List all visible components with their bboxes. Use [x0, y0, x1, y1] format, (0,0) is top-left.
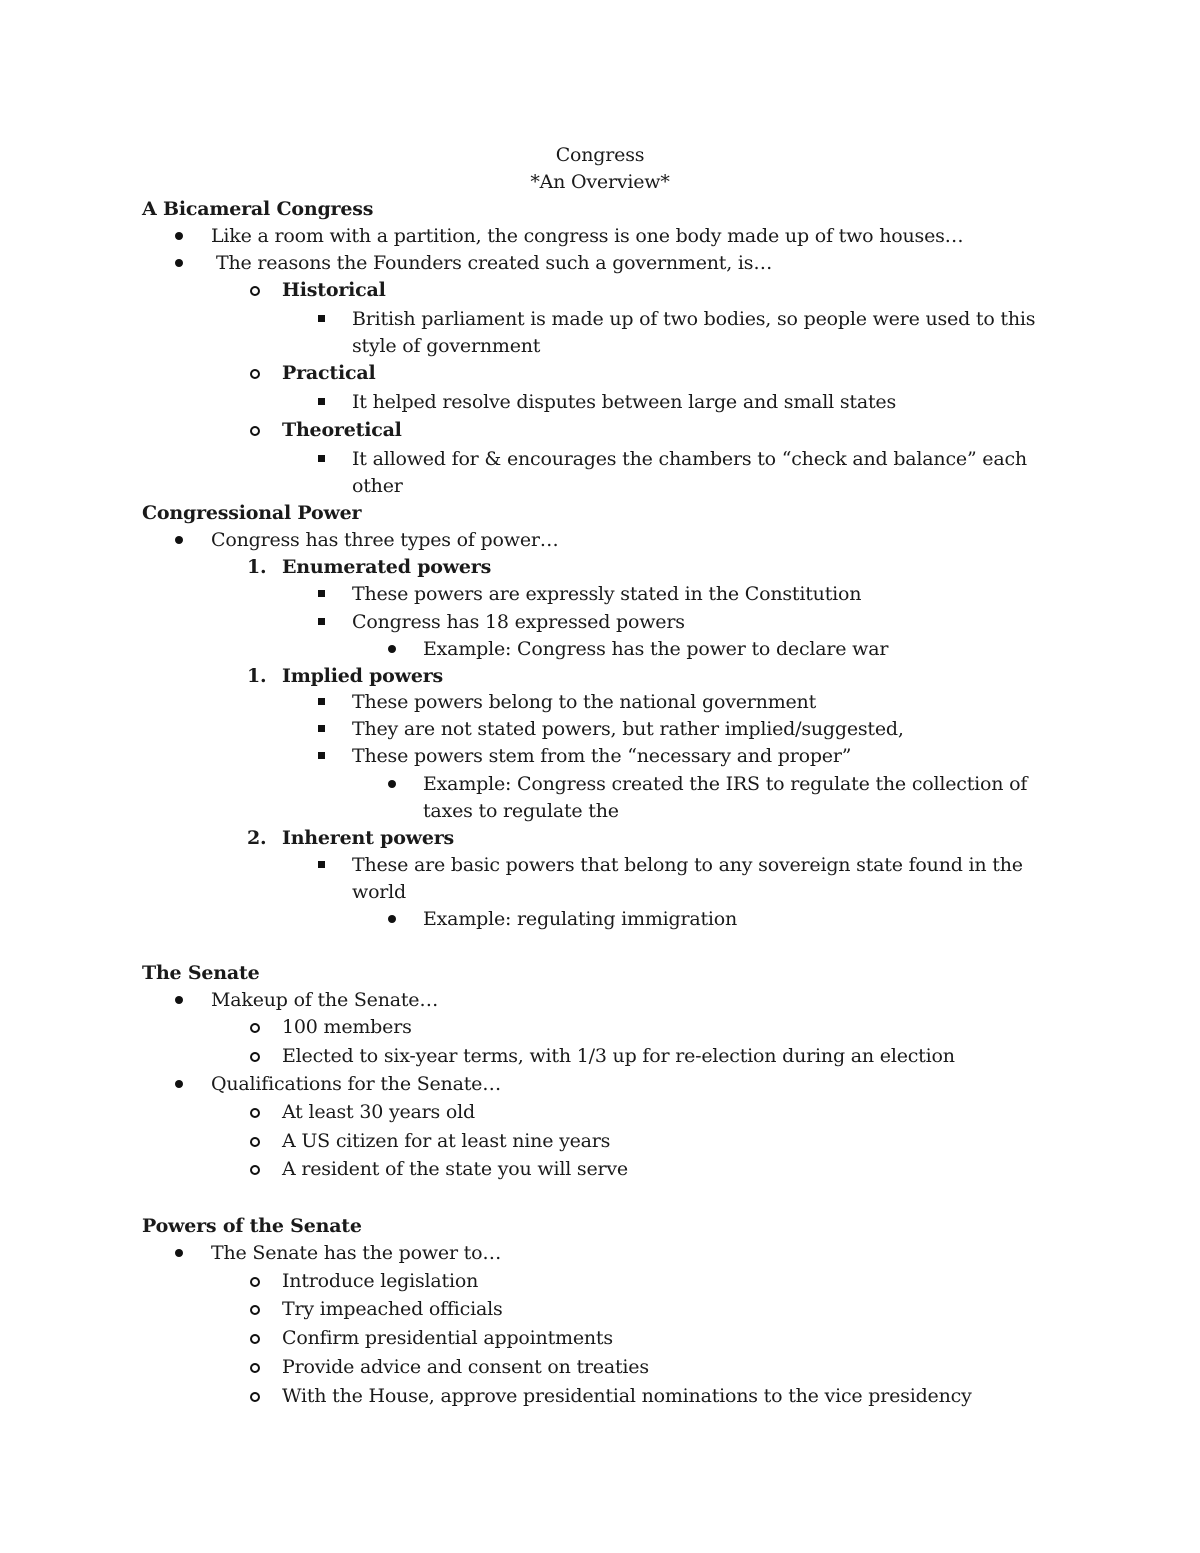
list-item: It helped resolve disputes between large and small states	[352, 391, 897, 413]
list-item: With the House, approve presidential nominations to the vice presidency	[282, 1385, 972, 1407]
list-number: 1.	[247, 556, 267, 578]
list-item: At least 30 years old	[282, 1101, 476, 1123]
bullet-icon	[388, 906, 396, 923]
list-item: The Senate has the power to…	[211, 1242, 502, 1264]
circle-bullet-icon	[250, 1043, 260, 1062]
subheading-theoretical: Theoretical	[282, 419, 402, 441]
list-item: Provide advice and consent on treaties	[282, 1356, 649, 1378]
heading-senate-powers: Powers of the Senate	[142, 1215, 362, 1237]
list-item: These powers belong to the national government	[352, 691, 817, 713]
square-bullet-icon	[318, 581, 325, 597]
list-item: A US citizen for at least nine years	[282, 1130, 611, 1152]
list-item-continuation: world	[352, 881, 407, 903]
list-item: British parliament is made up of two bodies, so people were used to this	[352, 308, 1036, 330]
list-item: Example: Congress has the power to declare war	[423, 638, 889, 660]
circle-bullet-icon	[250, 1325, 260, 1344]
square-bullet-icon	[318, 852, 325, 868]
list-item: Introduce legislation	[282, 1270, 479, 1292]
list-item: 100 members	[282, 1016, 412, 1038]
list-item: The reasons the Founders created such a government, is…	[216, 252, 773, 274]
list-number: 2.	[247, 827, 267, 849]
bullet-icon	[175, 250, 183, 267]
circle-bullet-icon	[250, 1014, 260, 1033]
list-item: Congress has three types of power…	[211, 529, 559, 551]
square-bullet-icon	[318, 743, 325, 759]
list-item-continuation: style of government	[352, 335, 541, 357]
list-number: 1.	[247, 665, 267, 687]
bullet-icon	[175, 1240, 183, 1257]
square-bullet-icon	[318, 446, 325, 462]
doc-subtitle: *An Overview*	[530, 171, 670, 193]
list-item: These powers stem from the “necessary and proper”	[352, 745, 852, 767]
circle-bullet-icon	[250, 360, 260, 379]
circle-bullet-icon	[250, 1128, 260, 1147]
bullet-icon	[175, 1071, 183, 1088]
circle-bullet-icon	[250, 1268, 260, 1287]
bullet-icon	[175, 987, 183, 1004]
list-item: Makeup of the Senate…	[211, 989, 439, 1011]
list-item: Like a room with a partition, the congress is one body made up of two houses…	[211, 225, 964, 247]
list-item: They are not stated powers, but rather implied/suggested,	[352, 718, 904, 740]
list-item: Example: Congress created the IRS to regulate the collection of	[423, 773, 1028, 795]
bullet-icon	[175, 223, 183, 240]
heading-congressional-power: Congressional Power	[142, 502, 362, 524]
square-bullet-icon	[318, 306, 325, 322]
subheading-historical: Historical	[282, 279, 386, 301]
doc-title: Congress	[555, 144, 645, 166]
list-item: A resident of the state you will serve	[282, 1158, 628, 1180]
circle-bullet-icon	[250, 1296, 260, 1315]
circle-bullet-icon	[250, 417, 260, 436]
subheading-inherent: Inherent powers	[282, 827, 455, 849]
list-item: Elected to six-year terms, with 1/3 up for re-election during an election	[282, 1045, 955, 1067]
circle-bullet-icon	[250, 1099, 260, 1118]
circle-bullet-icon	[250, 277, 260, 296]
list-item: These powers are expressly stated in the Constitution	[352, 583, 862, 605]
subheading-enumerated: Enumerated powers	[282, 556, 492, 578]
subheading-practical: Practical	[282, 362, 376, 384]
heading-bicameral: A Bicameral Congress	[142, 198, 374, 220]
circle-bullet-icon	[250, 1156, 260, 1175]
square-bullet-icon	[318, 609, 325, 625]
bullet-icon	[388, 636, 396, 653]
list-item: Try impeached officials	[282, 1298, 503, 1320]
bullet-icon	[175, 527, 183, 544]
subheading-implied: Implied powers	[282, 665, 444, 687]
circle-bullet-icon	[250, 1354, 260, 1373]
square-bullet-icon	[318, 389, 325, 405]
list-item: These are basic powers that belong to any sovereign state found in the	[352, 854, 1023, 876]
list-item: Qualifications for the Senate…	[211, 1073, 502, 1095]
list-item: Example: regulating immigration	[423, 908, 738, 930]
square-bullet-icon	[318, 689, 325, 705]
list-item-continuation: other	[352, 475, 403, 497]
square-bullet-icon	[318, 716, 325, 732]
list-item-continuation: taxes to regulate the	[423, 800, 619, 822]
list-item: Confirm presidential appointments	[282, 1327, 613, 1349]
bullet-icon	[388, 771, 396, 788]
circle-bullet-icon	[250, 1383, 260, 1402]
list-item: It allowed for & encourages the chambers to “check and balance” each	[352, 448, 1027, 470]
list-item: Congress has 18 expressed powers	[352, 611, 685, 633]
heading-senate: The Senate	[142, 962, 260, 984]
